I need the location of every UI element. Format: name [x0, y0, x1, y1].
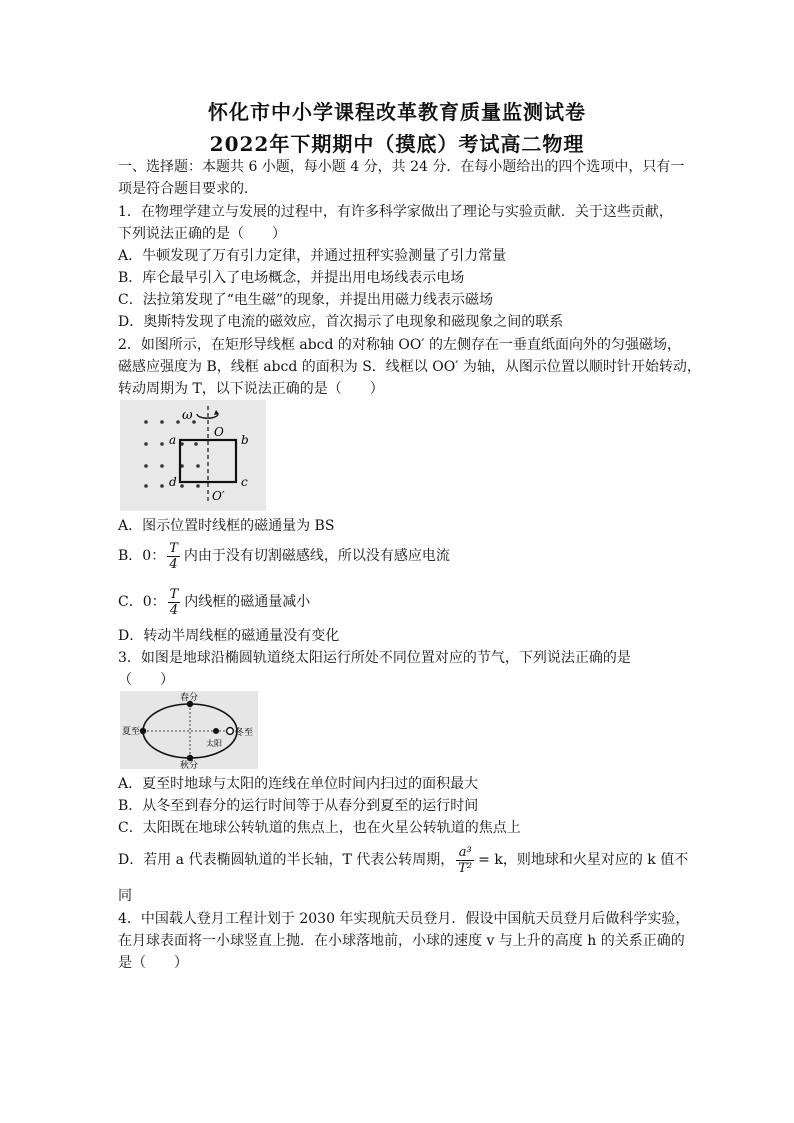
q3-option-a: A．夏至时地球与太阳的连线在单位时间内扫过的面积最大 — [118, 776, 479, 792]
label-summer: 夏至 — [122, 727, 141, 737]
q2-option-c-prefix: C．0： — [118, 594, 166, 610]
label-a: a — [169, 433, 177, 447]
label-winter: 冬至 — [235, 728, 254, 738]
q3-option-d-continuation: 同 — [118, 888, 132, 904]
wire-loop-abcd — [180, 440, 236, 482]
q3-figure-svg — [120, 691, 258, 769]
q3-option-d — [118, 842, 688, 878]
label-spring: 春分 — [180, 693, 199, 703]
q3-figure-earth-orbit — [120, 691, 258, 769]
q2-option-c — [118, 586, 310, 618]
q2-option-c-text: 内线框的磁通量减小 — [184, 594, 311, 610]
q1-option-c: C．法拉第发现了“电生磁”的现象，并提出用磁力线表示磁场 — [118, 292, 494, 308]
q1-stem-line1: 1．在物理学建立与发展的过程中，有许多科学家做出了理论与实验贡献．关于这些贡献， — [118, 204, 673, 220]
q1-option-d: D．奥斯特发现了电流的磁效应，首次揭示了电现象和磁现象之间的联系 — [118, 314, 564, 330]
fraction-a3-over-t2: $\frac{\text{a³}}{\text{T²}}$ — [458, 844, 473, 876]
q4-stem-line1: 4．中国载人登月工程计划于 2030 年实现航天员登月．假设中国航天员登月后做科学实验， — [118, 911, 690, 927]
q2-option-a: A．图示位置时线框的磁通量为 BS — [118, 518, 335, 534]
fraction-t-over-4: $\frac{T}{4}$ — [169, 586, 179, 618]
label-o-top: O — [214, 425, 224, 439]
q3-option-b: B．从冬至到春分的运行时间等于从春分到夏至的运行时间 — [118, 798, 479, 814]
label-autumn: 秋分 — [180, 761, 199, 769]
fraction-t-over-4: $\frac{T}{4}$ — [169, 540, 178, 572]
label-b: b — [241, 433, 249, 447]
q2-stem-line1: 2．如图所示，在矩形导线框 abcd 的对称轴 OO′ 的左侧存在一垂直纸面向外的匀强磁场， — [118, 337, 681, 353]
label-sun: 太阳 — [206, 739, 222, 748]
q2-option-b-prefix: B．0： — [118, 548, 166, 564]
label-omega: ω — [182, 408, 193, 423]
section-instruction-line1: 一、选择题：本题共 6 小题，每小题 4 分，共 24 分．在每小题给出的四个选项中，只有一 — [118, 159, 685, 175]
q4-stem-line2: 在月球表面将一小球竖直上抛．在小球落地前，小球的速度 v 与上升的高度 h 的关系正确的 — [118, 933, 685, 949]
q1-option-b: B．库仑最早引入了电场概念，并提出用电场线表示电场 — [118, 270, 465, 286]
exam-title: 怀化市中小学课程改革教育质量监测试卷 — [208, 100, 586, 124]
label-d: d — [169, 475, 177, 489]
q2-option-b — [118, 540, 450, 572]
q3-option-c: C．太阳既在地球公转轨道的焦点上，也在火星公转轨道的焦点上 — [118, 820, 521, 836]
q1-option-a: A．牛顿发现了万有引力定律，并通过扭秤实验测量了引力常量 — [118, 248, 507, 264]
q3-option-d-part1: D．若用 a 代表椭圆轨道的半长轴，T 代表公转周期， — [118, 852, 455, 868]
sun-icon — [213, 728, 219, 734]
q4-stem-line3: 是（ ） — [118, 955, 188, 971]
q2-stem-line3: 转动周期为 T，以下说法正确的是（ ） — [118, 381, 384, 397]
q2-figure-svg — [120, 400, 266, 511]
q3-stem-line1: 3．如图是地球沿椭圆轨道绕太阳运行所处不同位置对应的节气，下列说法正确的是 — [118, 650, 631, 666]
earth-winter-icon — [227, 728, 234, 735]
q3-option-d-part2: = k，则地球和火星对应的 k 值不 — [478, 852, 689, 868]
q2-option-b-text: 内由于没有切割磁感线，所以没有感应电流 — [183, 548, 450, 564]
q2-stem-line2: 磁感应强度为 B，线框 abcd 的面积为 S．线框以 OO′ 为轴，从图示位置以顺时针开始转动， — [118, 359, 701, 375]
q2-figure-magnetic-field-loop — [120, 400, 266, 511]
label-o-bottom: O′ — [212, 489, 225, 503]
section-instruction-line2: 项是符合题目要求的． — [118, 181, 258, 197]
earth-summer-icon — [140, 728, 146, 734]
q3-stem-line2: （ ） — [118, 672, 174, 688]
exam-subtitle: 2022年下期期中（摸底）考试高二物理 — [209, 132, 585, 156]
q2-option-d: D．转动半周线框的磁通量没有变化 — [118, 628, 340, 644]
label-c: c — [241, 475, 248, 489]
q1-stem-line2: 下列说法正确的是（ ） — [118, 226, 286, 242]
